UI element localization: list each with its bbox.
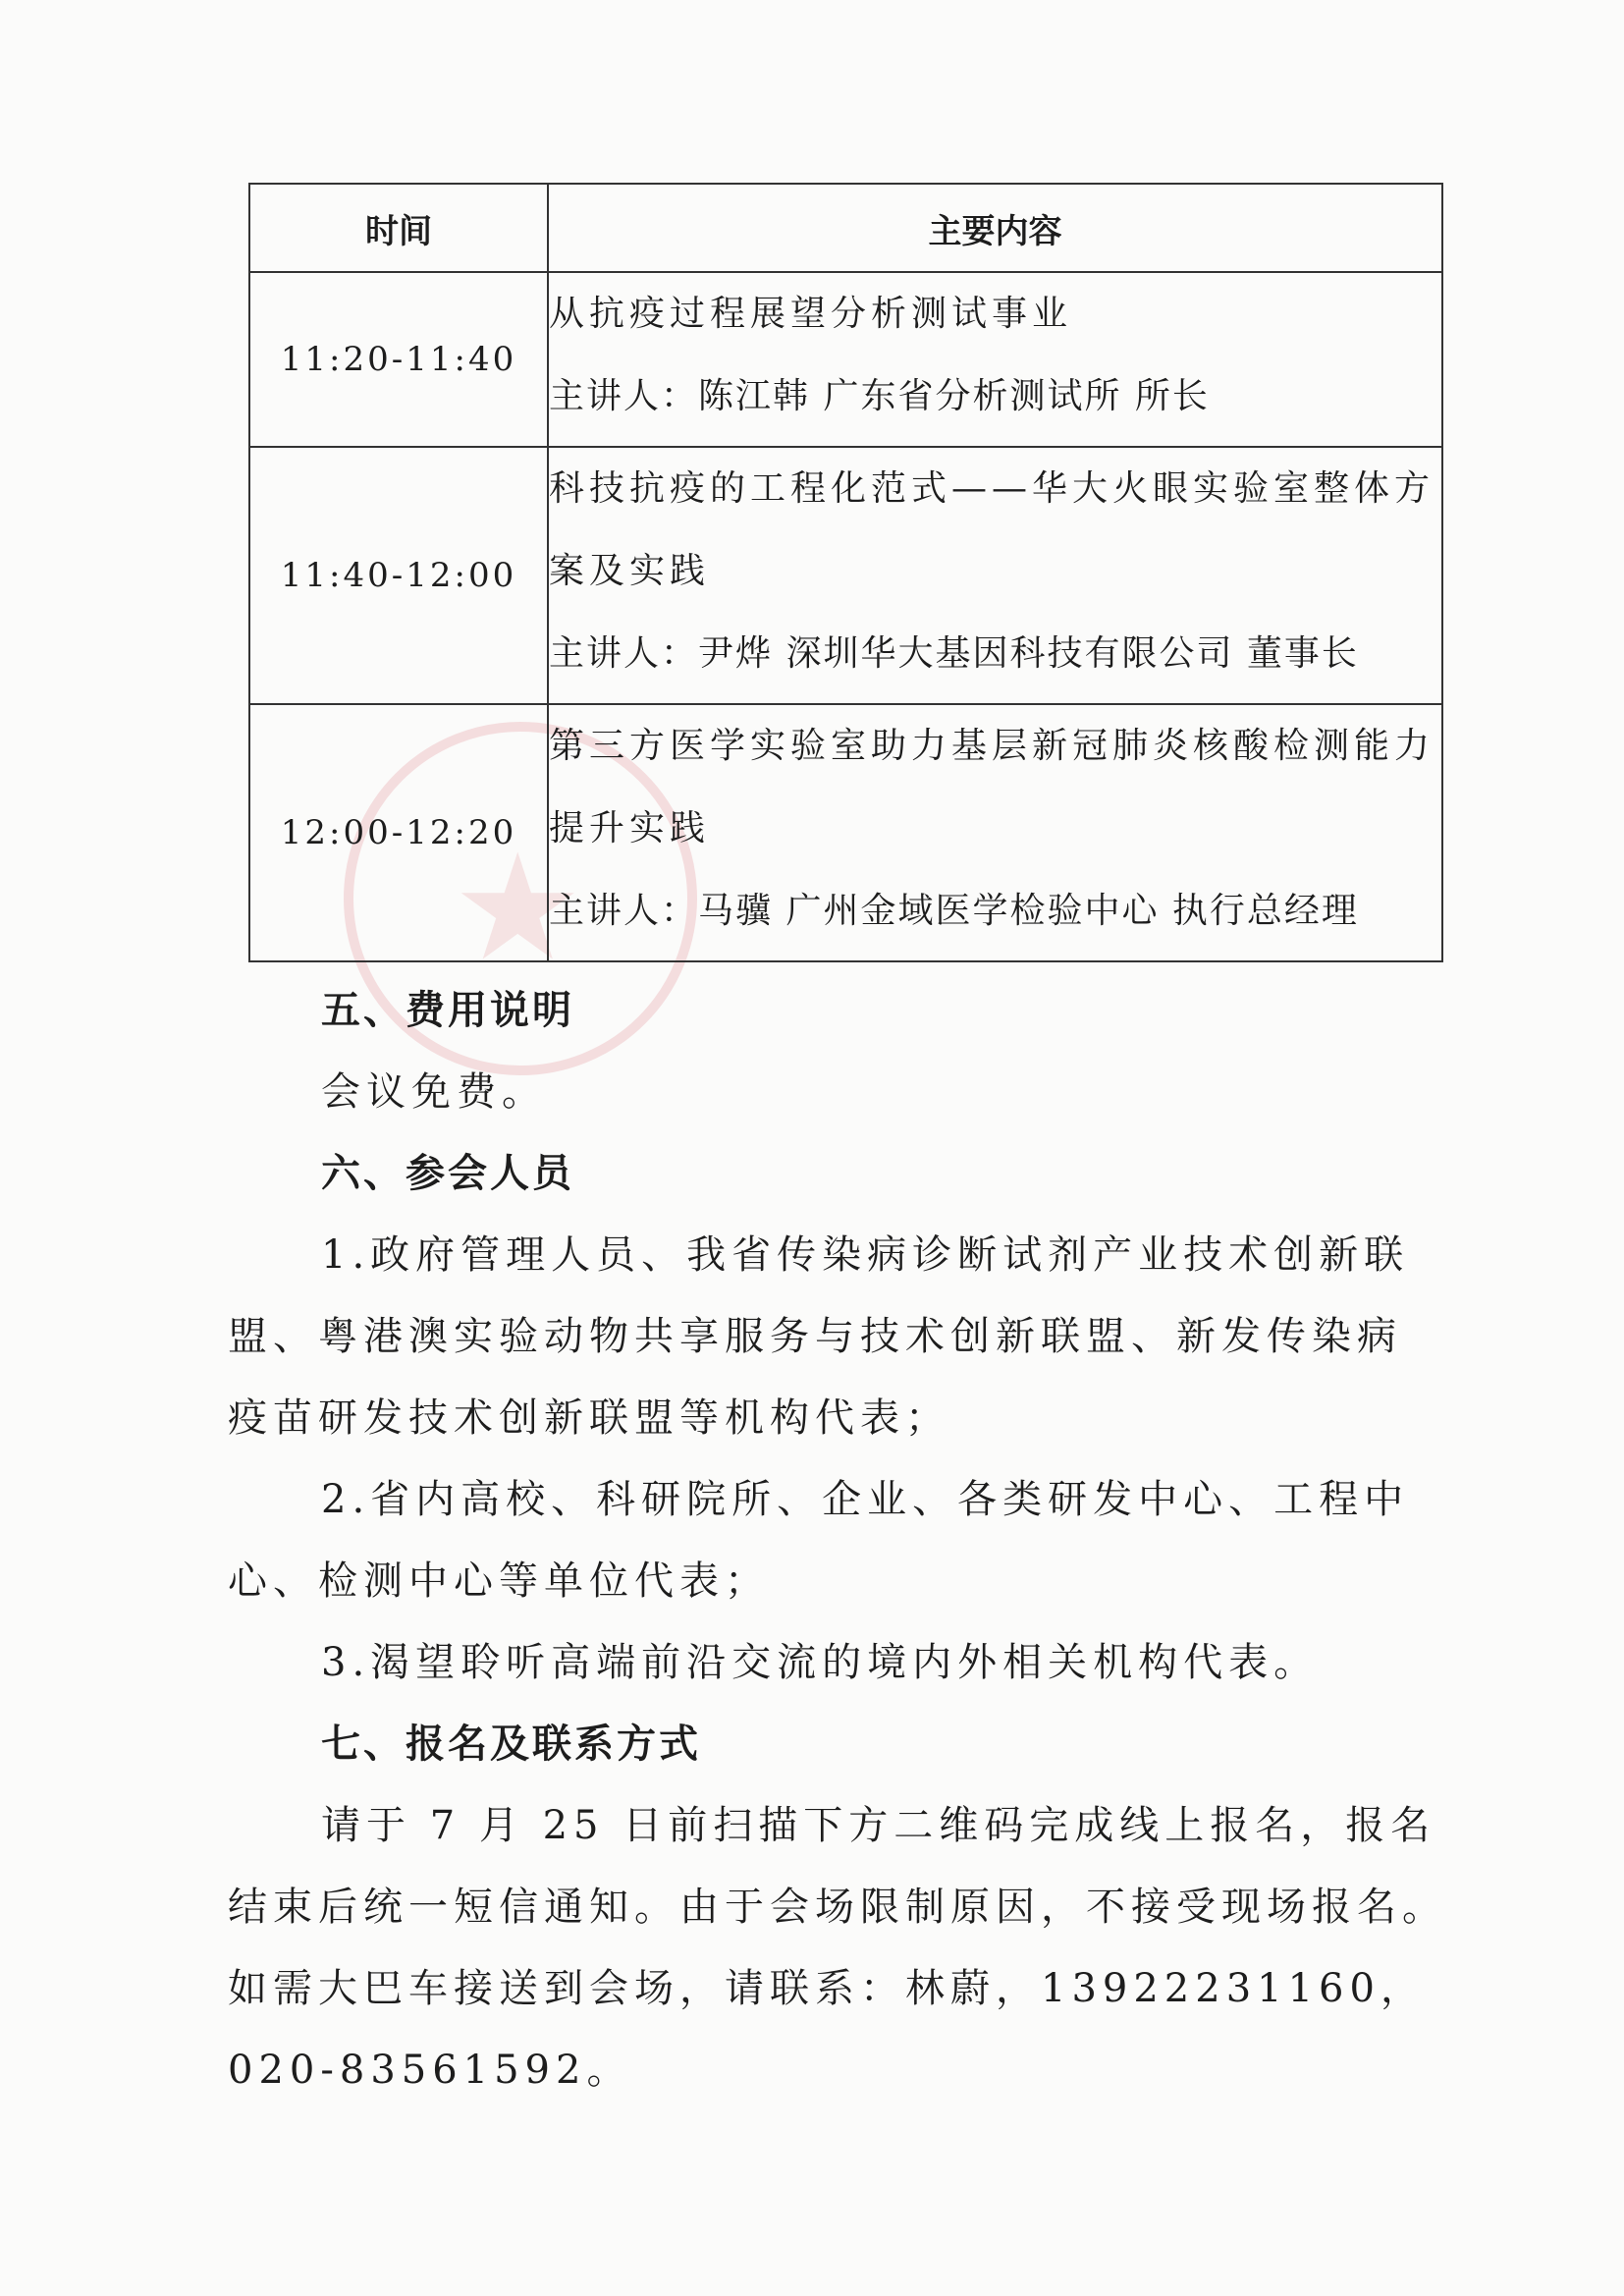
session-title: 科技抗疫的工程化范式——华大火眼实验室整体方 (549, 468, 1435, 509)
session-title: 从抗疫过程展望分析测试事业 (549, 294, 1073, 334)
session-title: 提升实践 (549, 808, 711, 848)
table-header-row (249, 184, 1442, 272)
paragraph-line: 2.省内高校、科研院所、企业、各类研发中心、工程中 (321, 1477, 1410, 1522)
seal-star-icon: ★ (452, 823, 584, 994)
section-heading-fees: 五、费用说明 (321, 988, 574, 1033)
paragraph-line: 1.政府管理人员、我省传染病诊断试剂产业技术创新联 (321, 1232, 1410, 1278)
session-time: 11:40-12:00 (249, 447, 548, 704)
document-body (228, 970, 1447, 2111)
session-speaker: 主讲人：陈江韩 广东省分析测试所 所长 (549, 376, 1210, 416)
paragraph-line: 心、检测中心等单位代表； (228, 1558, 770, 1604)
session-title: 案及实践 (549, 551, 711, 591)
schedule-table (248, 183, 1443, 962)
table-row (249, 704, 1442, 961)
table-row (249, 272, 1442, 447)
session-content (548, 272, 1442, 447)
header-time: 时间 (249, 184, 548, 272)
session-content (548, 447, 1442, 704)
paragraph-line: 盟、粤港澳实验动物共享服务与技术创新联盟、新发传染病 (228, 1314, 1402, 1359)
section-heading-participants: 六、参会人员 (321, 1151, 574, 1196)
session-title: 第三方医学实验室助力基层新冠肺炎核酸检测能力 (549, 726, 1435, 766)
paragraph-line: 结束后统一短信通知。由于会场限制原因，不接受现场报名。 (228, 1885, 1447, 1930)
paragraph-line: 请于 7 月 25 日前扫描下方二维码完成线上报名，报名 (321, 1803, 1436, 1848)
paragraph-line: 疫苗研发技术创新联盟等机构代表； (228, 1395, 950, 1441)
session-speaker: 主讲人：尹烨 深圳华大基因科技有限公司 董事长 (549, 633, 1359, 674)
session-time: 12:00-12:20 (249, 704, 548, 961)
header-content: 主要内容 (548, 184, 1442, 272)
session-content (548, 704, 1442, 961)
paragraph-line: 如需大巴车接送到会场，请联系：林蔚，13922231160， (228, 1966, 1426, 2011)
session-speaker: 主讲人：马骥 广州金域医学检验中心 执行总经理 (549, 891, 1359, 931)
paragraph-line: 3.渴望聆听高端前沿交流的境内外相关机构代表。 (321, 1640, 1320, 1685)
section-heading-registration: 七、报名及联系方式 (321, 1722, 701, 1767)
paragraph-line: 会议免费。 (321, 1069, 547, 1115)
session-time: 11:20-11:40 (249, 272, 548, 447)
table-row (249, 447, 1442, 704)
paragraph-line: 020-83561592。 (228, 2048, 632, 2093)
